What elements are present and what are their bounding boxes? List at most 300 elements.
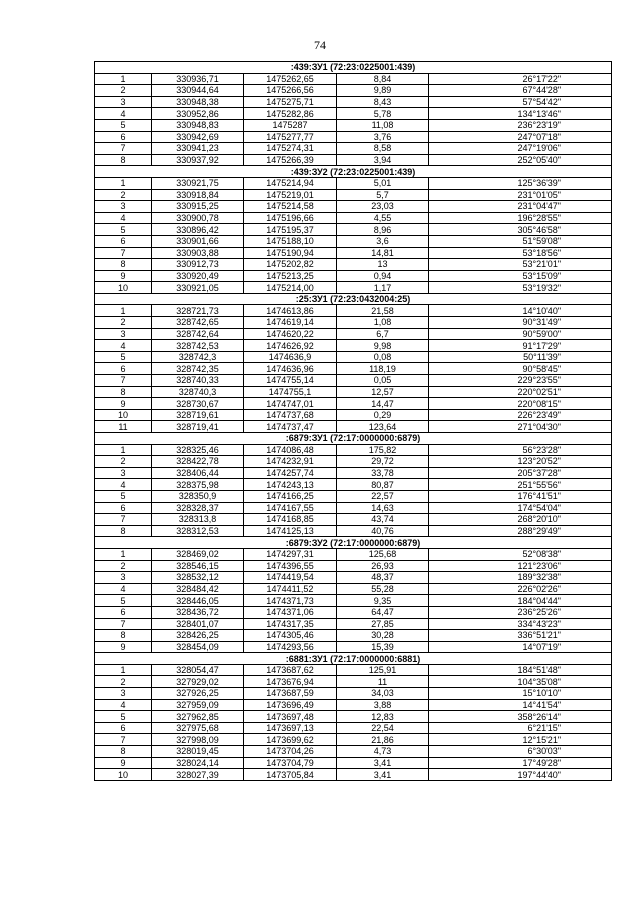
distance-cell: 43,74 <box>337 514 429 526</box>
distance-cell: 5,7 <box>337 189 429 201</box>
point-number-cell: 9 <box>95 398 152 410</box>
distance-cell: 0,08 <box>337 351 429 363</box>
y-coordinate-cell: 1474371,73 <box>244 595 337 607</box>
y-coordinate-cell: 1474086,48 <box>244 444 337 456</box>
table-row <box>95 386 612 398</box>
table-row <box>95 572 612 584</box>
table-row <box>95 734 612 746</box>
distance-cell: 0,05 <box>337 375 429 387</box>
x-coordinate-cell: 330937,92 <box>152 154 244 166</box>
bearing-cell: 50°11'39" <box>429 351 612 363</box>
bearing-cell: 67°44'28" <box>429 85 612 97</box>
point-number-cell: 5 <box>95 490 152 502</box>
y-coordinate-cell: 1475266,39 <box>244 154 337 166</box>
x-coordinate-cell: 327926,25 <box>152 688 244 700</box>
y-coordinate-cell: 1475188,10 <box>244 235 337 247</box>
table-row <box>95 664 612 676</box>
point-number-cell: 3 <box>95 688 152 700</box>
table-row <box>95 282 612 294</box>
y-coordinate-cell: 1474419,54 <box>244 572 337 584</box>
table-row <box>95 119 612 131</box>
x-coordinate-cell: 328740,33 <box>152 375 244 387</box>
point-number-cell: 8 <box>95 386 152 398</box>
bearing-cell: 288°29'49" <box>429 525 612 537</box>
table-row <box>95 618 612 630</box>
table-row <box>95 259 612 271</box>
table-row <box>95 606 612 618</box>
x-coordinate-cell: 328719,41 <box>152 421 244 433</box>
point-number-cell: 7 <box>95 734 152 746</box>
point-number-cell: 4 <box>95 583 152 595</box>
y-coordinate-cell: 1475196,66 <box>244 212 337 224</box>
distance-cell: 9,98 <box>337 340 429 352</box>
distance-cell: 3,6 <box>337 235 429 247</box>
bearing-cell: 231°01'05" <box>429 189 612 201</box>
point-number-cell: 6 <box>95 502 152 514</box>
section-header-row <box>95 166 612 178</box>
y-coordinate-cell: 1474167,55 <box>244 502 337 514</box>
y-coordinate-cell: 1475282,86 <box>244 108 337 120</box>
distance-cell: 3,88 <box>337 699 429 711</box>
table-row <box>95 688 612 700</box>
bearing-cell: 51°59'08" <box>429 235 612 247</box>
bearing-cell: 226°23'49" <box>429 409 612 421</box>
distance-cell: 12,57 <box>337 386 429 398</box>
distance-cell: 118,19 <box>337 363 429 375</box>
point-number-cell: 3 <box>95 96 152 108</box>
distance-cell: 9,35 <box>337 595 429 607</box>
point-number-cell: 9 <box>95 641 152 653</box>
point-number-cell: 11 <box>95 421 152 433</box>
bearing-cell: 104°35'08" <box>429 676 612 688</box>
distance-cell: 11 <box>337 676 429 688</box>
distance-cell: 3,76 <box>337 131 429 143</box>
table-row <box>95 154 612 166</box>
distance-cell: 34,03 <box>337 688 429 700</box>
x-coordinate-cell: 328436,72 <box>152 606 244 618</box>
table-row <box>95 583 612 595</box>
point-number-cell: 6 <box>95 235 152 247</box>
bearing-cell: 184°51'48" <box>429 664 612 676</box>
x-coordinate-cell: 328401,07 <box>152 618 244 630</box>
distance-cell: 23,03 <box>337 201 429 213</box>
table-row <box>95 96 612 108</box>
x-coordinate-cell: 328406,44 <box>152 467 244 479</box>
y-coordinate-cell: 1473704,26 <box>244 746 337 758</box>
x-coordinate-cell: 330921,75 <box>152 177 244 189</box>
y-coordinate-cell: 1473699,62 <box>244 734 337 746</box>
x-coordinate-cell: 330942,69 <box>152 131 244 143</box>
x-coordinate-cell: 330915,25 <box>152 201 244 213</box>
point-number-cell: 3 <box>95 572 152 584</box>
bearing-cell: 17°49'28" <box>429 757 612 769</box>
point-number-cell: 8 <box>95 259 152 271</box>
y-coordinate-cell: 1473696,49 <box>244 699 337 711</box>
x-coordinate-cell: 328426,25 <box>152 630 244 642</box>
x-coordinate-cell: 330900,78 <box>152 212 244 224</box>
bearing-cell: 14°41'54" <box>429 699 612 711</box>
bearing-cell: 197°44'40" <box>429 769 612 781</box>
x-coordinate-cell: 328742,3 <box>152 351 244 363</box>
x-coordinate-cell: 328313,8 <box>152 514 244 526</box>
distance-cell: 4,73 <box>337 746 429 758</box>
section-header-row <box>95 653 612 665</box>
bearing-cell: 6°30'03" <box>429 746 612 758</box>
bearing-cell: 226°02'26" <box>429 583 612 595</box>
section-header-row <box>95 537 612 549</box>
table-row <box>95 351 612 363</box>
distance-cell: 9,89 <box>337 85 429 97</box>
table-row <box>95 525 612 537</box>
x-coordinate-cell: 328742,53 <box>152 340 244 352</box>
table-row <box>95 757 612 769</box>
table-row <box>95 630 612 642</box>
bearing-cell: 236°23'19" <box>429 119 612 131</box>
point-number-cell: 7 <box>95 143 152 155</box>
table-row <box>95 746 612 758</box>
x-coordinate-cell: 328730,67 <box>152 398 244 410</box>
distance-cell: 14,63 <box>337 502 429 514</box>
point-number-cell: 10 <box>95 769 152 781</box>
table-row <box>95 641 612 653</box>
y-coordinate-cell: 1474257,74 <box>244 467 337 479</box>
bearing-cell: 53°19'32" <box>429 282 612 294</box>
bearing-cell: 229°23'55" <box>429 375 612 387</box>
bearing-cell: 271°04'30" <box>429 421 612 433</box>
point-number-cell: 5 <box>95 224 152 236</box>
section-title: :6879:ЗУ1 (72:17:0000000:6879) <box>95 433 612 445</box>
point-number-cell: 4 <box>95 340 152 352</box>
table-row <box>95 131 612 143</box>
table-row <box>95 340 612 352</box>
distance-cell: 125,91 <box>337 664 429 676</box>
point-number-cell: 5 <box>95 351 152 363</box>
distance-cell: 22,54 <box>337 722 429 734</box>
point-number-cell: 2 <box>95 456 152 468</box>
y-coordinate-cell: 1475190,94 <box>244 247 337 259</box>
distance-cell: 8,84 <box>337 73 429 85</box>
distance-cell: 27,85 <box>337 618 429 630</box>
point-number-cell: 6 <box>95 606 152 618</box>
x-coordinate-cell: 330941,23 <box>152 143 244 155</box>
x-coordinate-cell: 328721,73 <box>152 305 244 317</box>
y-coordinate-cell: 1473687,62 <box>244 664 337 676</box>
x-coordinate-cell: 327975,68 <box>152 722 244 734</box>
table-row <box>95 224 612 236</box>
point-number-cell: 2 <box>95 560 152 572</box>
distance-cell: 14,47 <box>337 398 429 410</box>
table-row <box>95 328 612 340</box>
distance-cell: 33,78 <box>337 467 429 479</box>
point-number-cell: 7 <box>95 618 152 630</box>
table-row <box>95 398 612 410</box>
bearing-cell: 251°55'56" <box>429 479 612 491</box>
table-row <box>95 548 612 560</box>
point-number-cell: 8 <box>95 746 152 758</box>
table-row <box>95 769 612 781</box>
bearing-cell: 12°15'21" <box>429 734 612 746</box>
point-number-cell: 6 <box>95 363 152 375</box>
x-coordinate-cell: 328484,42 <box>152 583 244 595</box>
section-title: :439:ЗУ2 (72:23:0225001:439) <box>95 166 612 178</box>
y-coordinate-cell: 1474613,86 <box>244 305 337 317</box>
section-title: :6881:ЗУ1 (72:17:0000000:6881) <box>95 653 612 665</box>
y-coordinate-cell: 1474371,06 <box>244 606 337 618</box>
bearing-cell: 6°21'15" <box>429 722 612 734</box>
table-row <box>95 479 612 491</box>
point-number-cell: 5 <box>95 119 152 131</box>
point-number-cell: 5 <box>95 595 152 607</box>
x-coordinate-cell: 328742,64 <box>152 328 244 340</box>
distance-cell: 64,47 <box>337 606 429 618</box>
y-coordinate-cell: 1473697,48 <box>244 711 337 723</box>
table-row <box>95 711 612 723</box>
point-number-cell: 6 <box>95 131 152 143</box>
x-coordinate-cell: 330936,71 <box>152 73 244 85</box>
bearing-cell: 305°46'58" <box>429 224 612 236</box>
distance-cell: 26,93 <box>337 560 429 572</box>
x-coordinate-cell: 328469,02 <box>152 548 244 560</box>
y-coordinate-cell: 1474168,85 <box>244 514 337 526</box>
bearing-cell: 90°59'00" <box>429 328 612 340</box>
y-coordinate-cell: 1474232,91 <box>244 456 337 468</box>
distance-cell: 0,29 <box>337 409 429 421</box>
y-coordinate-cell: 1474737,47 <box>244 421 337 433</box>
bearing-cell: 134°13'46" <box>429 108 612 120</box>
table-row <box>95 490 612 502</box>
bearing-cell: 174°54'04" <box>429 502 612 514</box>
y-coordinate-cell: 1473697,13 <box>244 722 337 734</box>
distance-cell: 5,78 <box>337 108 429 120</box>
distance-cell: 8,96 <box>337 224 429 236</box>
x-coordinate-cell: 328719,61 <box>152 409 244 421</box>
y-coordinate-cell: 1474125,13 <box>244 525 337 537</box>
table-row <box>95 189 612 201</box>
point-number-cell: 9 <box>95 270 152 282</box>
distance-cell: 6,7 <box>337 328 429 340</box>
x-coordinate-cell: 328027,39 <box>152 769 244 781</box>
y-coordinate-cell: 1474620,22 <box>244 328 337 340</box>
y-coordinate-cell: 1474626,92 <box>244 340 337 352</box>
bearing-cell: 53°15'09" <box>429 270 612 282</box>
distance-cell: 12,83 <box>337 711 429 723</box>
table-row <box>95 514 612 526</box>
point-number-cell: 10 <box>95 282 152 294</box>
x-coordinate-cell: 328024,14 <box>152 757 244 769</box>
distance-cell: 29,72 <box>337 456 429 468</box>
y-coordinate-cell: 1475262,65 <box>244 73 337 85</box>
x-coordinate-cell: 330948,83 <box>152 119 244 131</box>
bearing-cell: 53°18'56" <box>429 247 612 259</box>
y-coordinate-cell: 1474317,35 <box>244 618 337 630</box>
table-row <box>95 722 612 734</box>
point-number-cell: 2 <box>95 189 152 201</box>
x-coordinate-cell: 330903,88 <box>152 247 244 259</box>
x-coordinate-cell: 330896,42 <box>152 224 244 236</box>
point-number-cell: 5 <box>95 711 152 723</box>
y-coordinate-cell: 1474636,9 <box>244 351 337 363</box>
distance-cell: 22,57 <box>337 490 429 502</box>
distance-cell: 11,08 <box>337 119 429 131</box>
bearing-cell: 123°20'52" <box>429 456 612 468</box>
x-coordinate-cell: 330920,49 <box>152 270 244 282</box>
x-coordinate-cell: 327962,85 <box>152 711 244 723</box>
table-row <box>95 317 612 329</box>
bearing-cell: 52°08'38" <box>429 548 612 560</box>
section-header-row <box>95 293 612 305</box>
bearing-cell: 184°04'44" <box>429 595 612 607</box>
y-coordinate-cell: 1475195,37 <box>244 224 337 236</box>
table-row <box>95 305 612 317</box>
distance-cell: 125,68 <box>337 548 429 560</box>
point-number-cell: 3 <box>95 467 152 479</box>
y-coordinate-cell: 1473704,79 <box>244 757 337 769</box>
distance-cell: 15,39 <box>337 641 429 653</box>
table-row <box>95 409 612 421</box>
point-number-cell: 1 <box>95 73 152 85</box>
point-number-cell: 2 <box>95 85 152 97</box>
section-title: :439:ЗУ1 (72:23:0225001:439) <box>95 62 612 74</box>
point-number-cell: 3 <box>95 328 152 340</box>
point-number-cell: 1 <box>95 305 152 317</box>
distance-cell: 1,08 <box>337 317 429 329</box>
point-number-cell: 1 <box>95 444 152 456</box>
table-row <box>95 456 612 468</box>
y-coordinate-cell: 1474305,46 <box>244 630 337 642</box>
distance-cell: 4,55 <box>337 212 429 224</box>
y-coordinate-cell: 1475277,77 <box>244 131 337 143</box>
section-header-row <box>95 62 612 74</box>
distance-cell: 0,94 <box>337 270 429 282</box>
x-coordinate-cell: 328054,47 <box>152 664 244 676</box>
table-row <box>95 375 612 387</box>
y-coordinate-cell: 1475213,25 <box>244 270 337 282</box>
y-coordinate-cell: 1474297,31 <box>244 548 337 560</box>
y-coordinate-cell: 1474411,52 <box>244 583 337 595</box>
table-row <box>95 502 612 514</box>
bearing-cell: 205°37'28" <box>429 467 612 479</box>
y-coordinate-cell: 1474619,14 <box>244 317 337 329</box>
point-number-cell: 4 <box>95 212 152 224</box>
y-coordinate-cell: 1474755,1 <box>244 386 337 398</box>
table-row <box>95 73 612 85</box>
distance-cell: 5,01 <box>337 177 429 189</box>
x-coordinate-cell: 327959,09 <box>152 699 244 711</box>
table-row <box>95 560 612 572</box>
bearing-cell: 268°20'10" <box>429 514 612 526</box>
bearing-cell: 15°10'10" <box>429 688 612 700</box>
y-coordinate-cell: 1474737,68 <box>244 409 337 421</box>
x-coordinate-cell: 328325,46 <box>152 444 244 456</box>
point-number-cell: 2 <box>95 317 152 329</box>
bearing-cell: 14°07'19" <box>429 641 612 653</box>
x-coordinate-cell: 328742,65 <box>152 317 244 329</box>
point-number-cell: 6 <box>95 722 152 734</box>
distance-cell: 40,76 <box>337 525 429 537</box>
bearing-cell: 334°43'23" <box>429 618 612 630</box>
table-row <box>95 595 612 607</box>
point-number-cell: 7 <box>95 514 152 526</box>
x-coordinate-cell: 328328,37 <box>152 502 244 514</box>
bearing-cell: 196°28'55" <box>429 212 612 224</box>
y-coordinate-cell: 1475275,71 <box>244 96 337 108</box>
y-coordinate-cell: 1475266,56 <box>244 85 337 97</box>
table-row <box>95 212 612 224</box>
table-row <box>95 177 612 189</box>
y-coordinate-cell: 1473676,94 <box>244 676 337 688</box>
point-number-cell: 7 <box>95 375 152 387</box>
distance-cell: 13 <box>337 259 429 271</box>
bearing-cell: 231°04'47" <box>429 201 612 213</box>
distance-cell: 80,87 <box>337 479 429 491</box>
table-row <box>95 108 612 120</box>
distance-cell: 30,28 <box>337 630 429 642</box>
x-coordinate-cell: 330944,64 <box>152 85 244 97</box>
y-coordinate-cell: 1475202,82 <box>244 259 337 271</box>
distance-cell: 48,37 <box>337 572 429 584</box>
bearing-cell: 189°32'38" <box>429 572 612 584</box>
table-body <box>95 62 612 781</box>
bearing-cell: 90°31'49" <box>429 317 612 329</box>
point-number-cell: 4 <box>95 479 152 491</box>
table-row <box>95 444 612 456</box>
bearing-cell: 57°54'42" <box>429 96 612 108</box>
distance-cell: 8,58 <box>337 143 429 155</box>
table-row <box>95 699 612 711</box>
distance-cell: 3,41 <box>337 769 429 781</box>
y-coordinate-cell: 1474747,01 <box>244 398 337 410</box>
x-coordinate-cell: 328312,53 <box>152 525 244 537</box>
bearing-cell: 125°36'39" <box>429 177 612 189</box>
x-coordinate-cell: 330918,84 <box>152 189 244 201</box>
point-number-cell: 8 <box>95 154 152 166</box>
x-coordinate-cell: 330948,38 <box>152 96 244 108</box>
section-title: :25:ЗУ1 (72:23:0432004:25) <box>95 293 612 305</box>
x-coordinate-cell: 328350,9 <box>152 490 244 502</box>
point-number-cell: 8 <box>95 630 152 642</box>
point-number-cell: 1 <box>95 664 152 676</box>
x-coordinate-cell: 330912,73 <box>152 259 244 271</box>
bearing-cell: 236°25'26" <box>429 606 612 618</box>
bearing-cell: 56°23'28" <box>429 444 612 456</box>
point-number-cell: 1 <box>95 177 152 189</box>
y-coordinate-cell: 1475219,01 <box>244 189 337 201</box>
point-number-cell: 3 <box>95 201 152 213</box>
bearing-cell: 252°05'40" <box>429 154 612 166</box>
table-row <box>95 270 612 282</box>
x-coordinate-cell: 328742,35 <box>152 363 244 375</box>
x-coordinate-cell: 328454,09 <box>152 641 244 653</box>
x-coordinate-cell: 330921,05 <box>152 282 244 294</box>
point-number-cell: 10 <box>95 409 152 421</box>
x-coordinate-cell: 327929,02 <box>152 676 244 688</box>
page-number: 74 <box>314 38 326 52</box>
table-row <box>95 235 612 247</box>
bearing-cell: 220°02'51" <box>429 386 612 398</box>
distance-cell: 8,43 <box>337 96 429 108</box>
y-coordinate-cell: 1474636,96 <box>244 363 337 375</box>
distance-cell: 175,82 <box>337 444 429 456</box>
x-coordinate-cell: 328375,98 <box>152 479 244 491</box>
point-number-cell: 2 <box>95 676 152 688</box>
y-coordinate-cell: 1474755,14 <box>244 375 337 387</box>
x-coordinate-cell: 328019,45 <box>152 746 244 758</box>
x-coordinate-cell: 328546,15 <box>152 560 244 572</box>
distance-cell: 1,17 <box>337 282 429 294</box>
y-coordinate-cell: 1475287 <box>244 119 337 131</box>
bearing-cell: 247°07'18" <box>429 131 612 143</box>
bearing-cell: 14°10'40" <box>429 305 612 317</box>
